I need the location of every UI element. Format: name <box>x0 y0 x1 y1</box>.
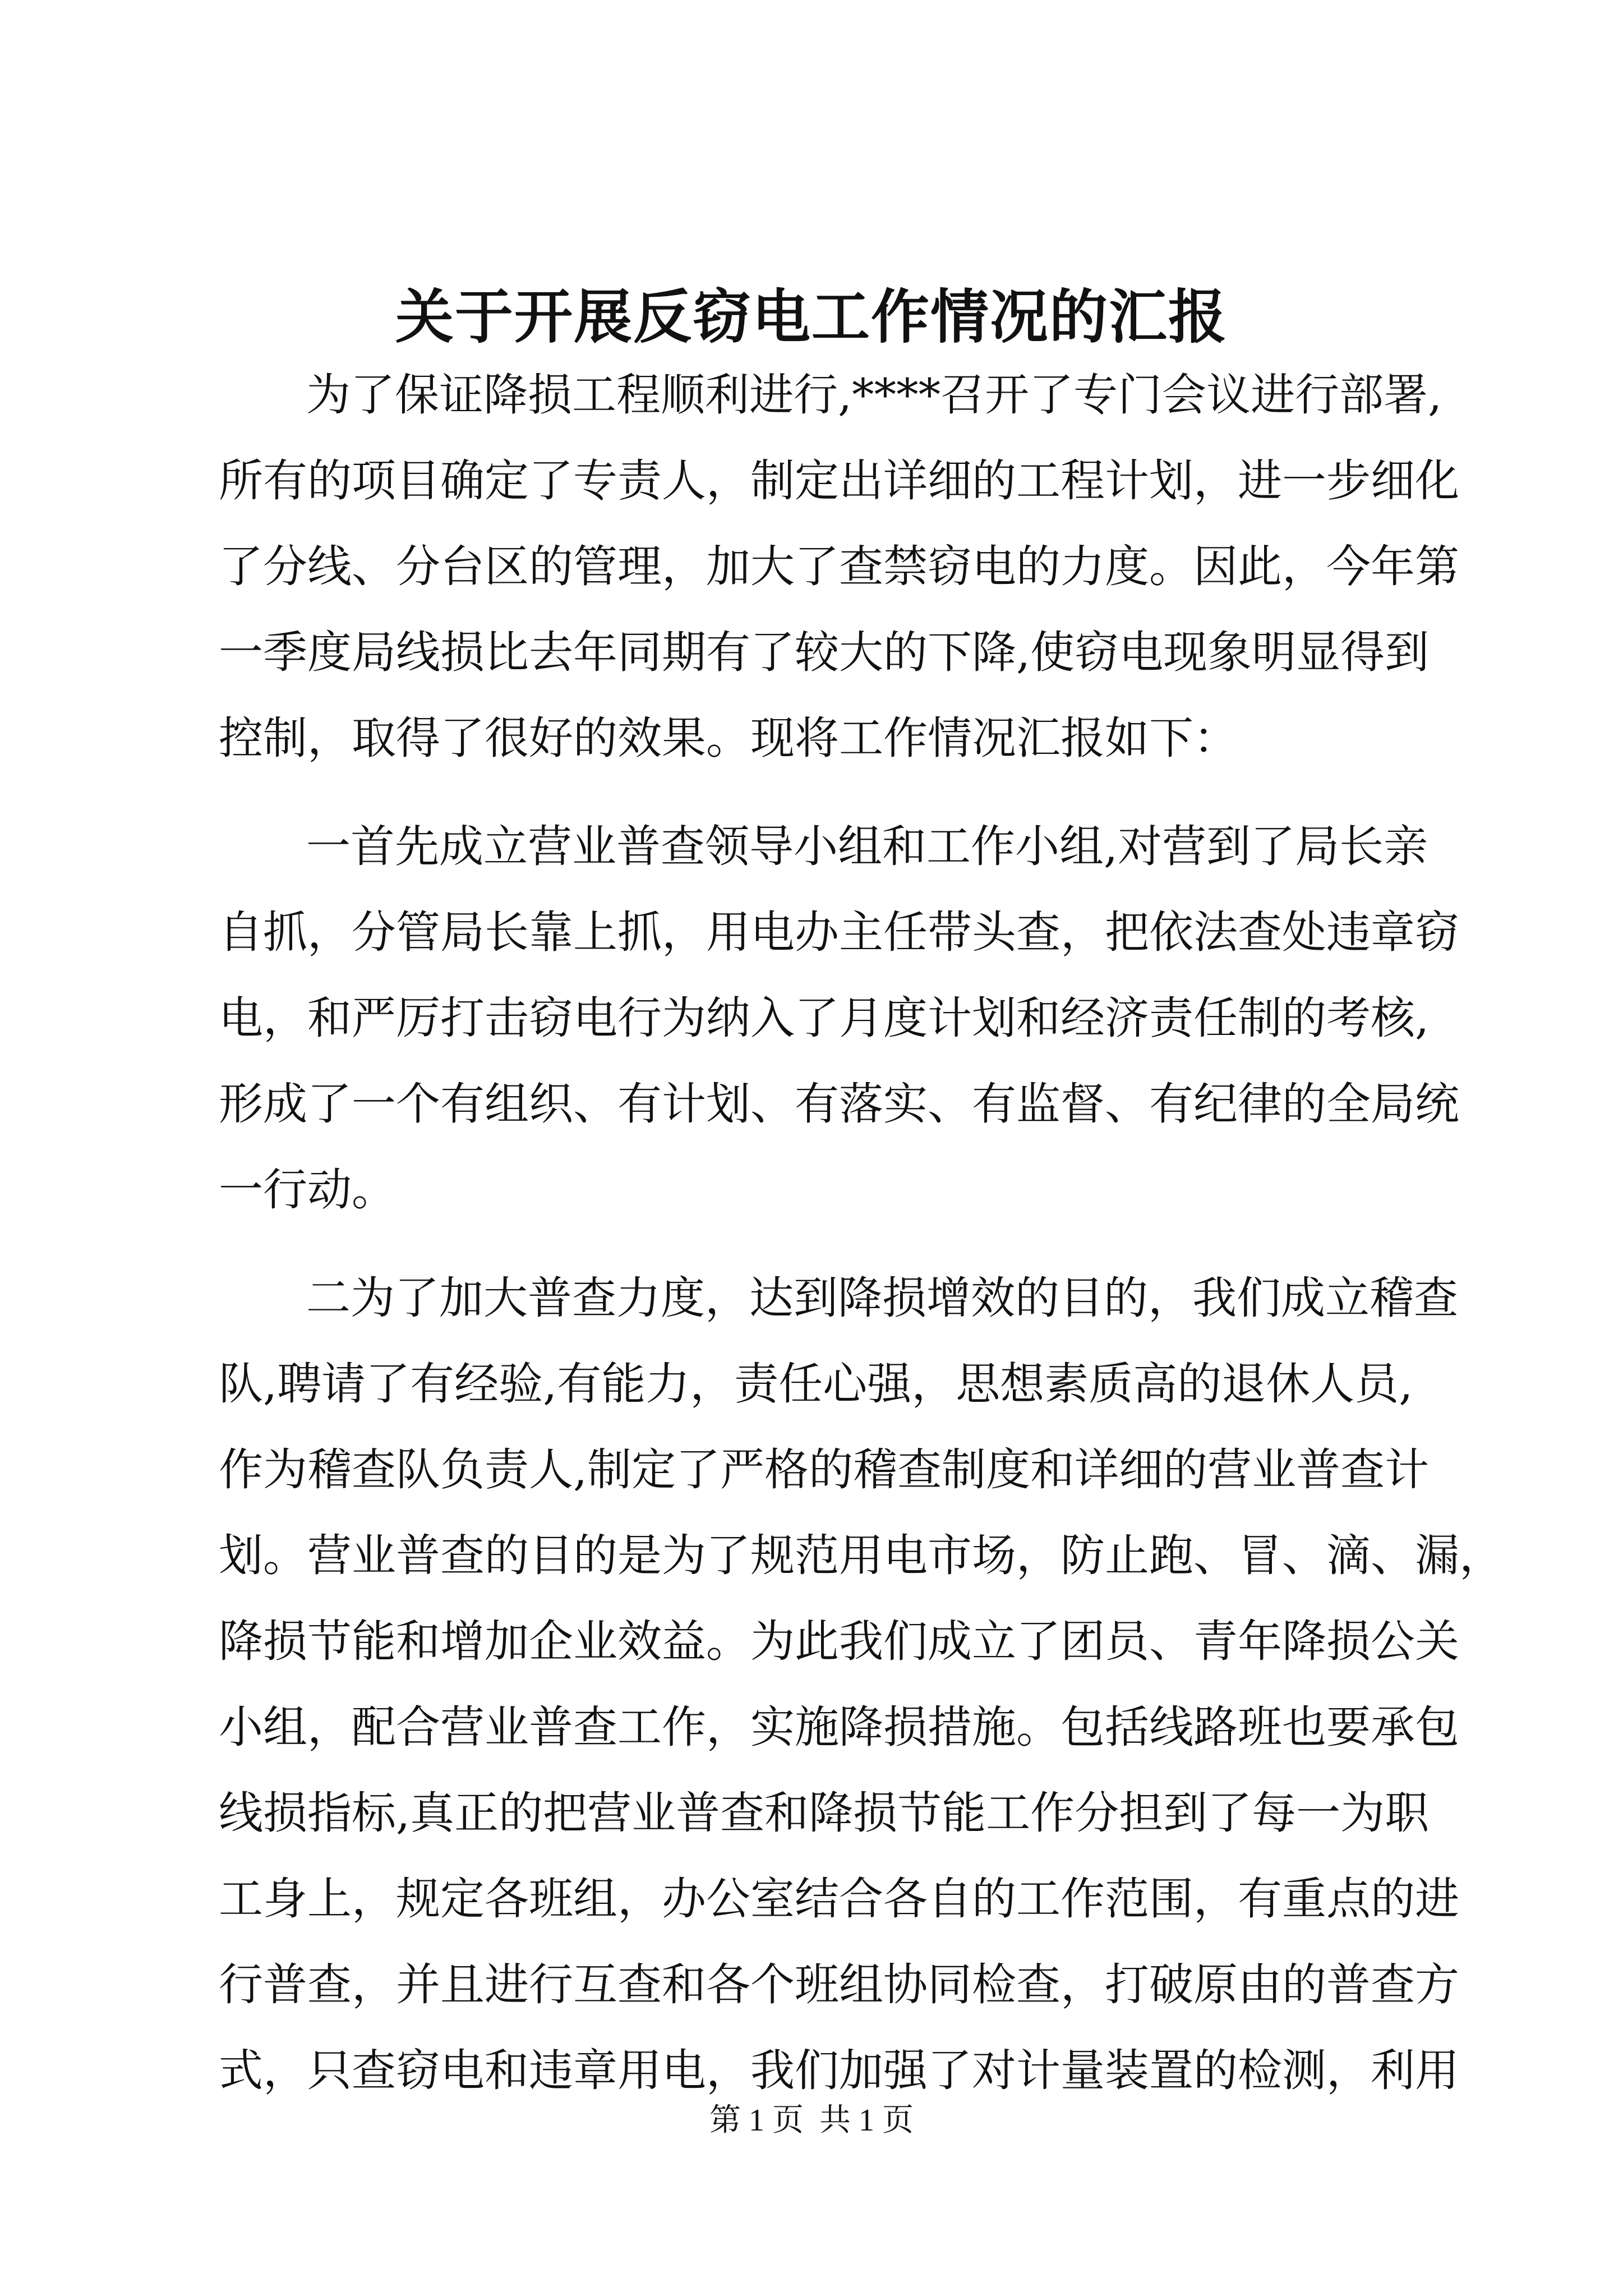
paragraph-gap <box>219 781 1408 804</box>
paragraph-2-line-2: 自抓，分管局长靠上抓，用电办主任带头查，把依法查处违章窃 <box>219 907 1459 958</box>
document-title: 关于开展反窃电工作情况的汇报 <box>395 282 1228 351</box>
paragraph-3-line-3: 作为稽查队负责人,制定了严格的稽查制度和详细的营业普查计 <box>219 1444 1430 1496</box>
paragraph-3-line-10: 式，只查窃电和违章用电，我们加强了对计量装置的检测，利用 <box>219 2045 1459 2096</box>
paragraph-1-line-2: 所有的项目确定了专责人，制定出详细的工程计划，进一步细化 <box>219 455 1459 507</box>
paragraph-gap <box>219 1233 1408 1255</box>
paragraph-3-line-2: 队,聘请了有经验,有能力，责任心强，思想素质高的退休人员, <box>219 1358 1413 1410</box>
page-footer <box>0 2101 1623 2140</box>
paragraph-3-line-7: 线损指标,真正的把营业普查和降损节能工作分担到了每一为职 <box>219 1787 1430 1839</box>
paragraph-2-line-4: 形成了一个有组织、有计划、有落实、有监督、有纪律的全局统 <box>219 1078 1459 1130</box>
paragraph-2-line-5: 一行动。 <box>219 1164 396 1216</box>
paragraph-3-line-9: 行普查，并且进行互查和各个班组协同检查，打破原由的普查方 <box>219 1959 1459 2010</box>
paragraph-1-line-5: 控制，取得了很好的效果。现将工作情况汇报如下： <box>219 712 1238 764</box>
paragraph-3-line-5: 降损节能和增加企业效益。为此我们成立了团员、青年降损公关 <box>219 1616 1459 1667</box>
paragraph-1-line-3: 了分线、分台区的管理，加大了查禁窃电的力度。因此，今年第 <box>219 541 1459 592</box>
document-body <box>219 352 1504 2114</box>
page-number-label: 第 1 页 共 1 页 <box>709 2103 914 2138</box>
paragraph-1-line-1: 为了保证降损工程顺利进行,****召开了专门会议进行部署, <box>306 369 1442 421</box>
paragraph-3-line-6: 小组，配合营业普查工作，实施降损措施。包括线路班也要承包 <box>219 1701 1459 1753</box>
paragraph-3-line-1: 二为了加大普查力度，达到降损增效的目的，我们成立稽查 <box>306 1272 1458 1324</box>
paragraph-2-line-1: 一首先成立营业普查领导小组和工作小组,对营到了局长亲 <box>306 821 1428 872</box>
paragraph-3-line-8: 工身上，规定各班组，办公室结合各自的工作范围，有重点的进 <box>219 1873 1459 1925</box>
paragraph-3-line-4: 划。营业普查的目的是为了规范用电市场，防止跑、冒、滴、漏， <box>219 1530 1504 1581</box>
paragraph-1-line-4: 一季度局线损比去年同期有了较大的下降,使窃电现象明显得到 <box>219 627 1430 678</box>
paragraph-2-line-3: 电，和严厉打击窃电行为纳入了月度计划和经济责任制的考核, <box>219 992 1430 1044</box>
